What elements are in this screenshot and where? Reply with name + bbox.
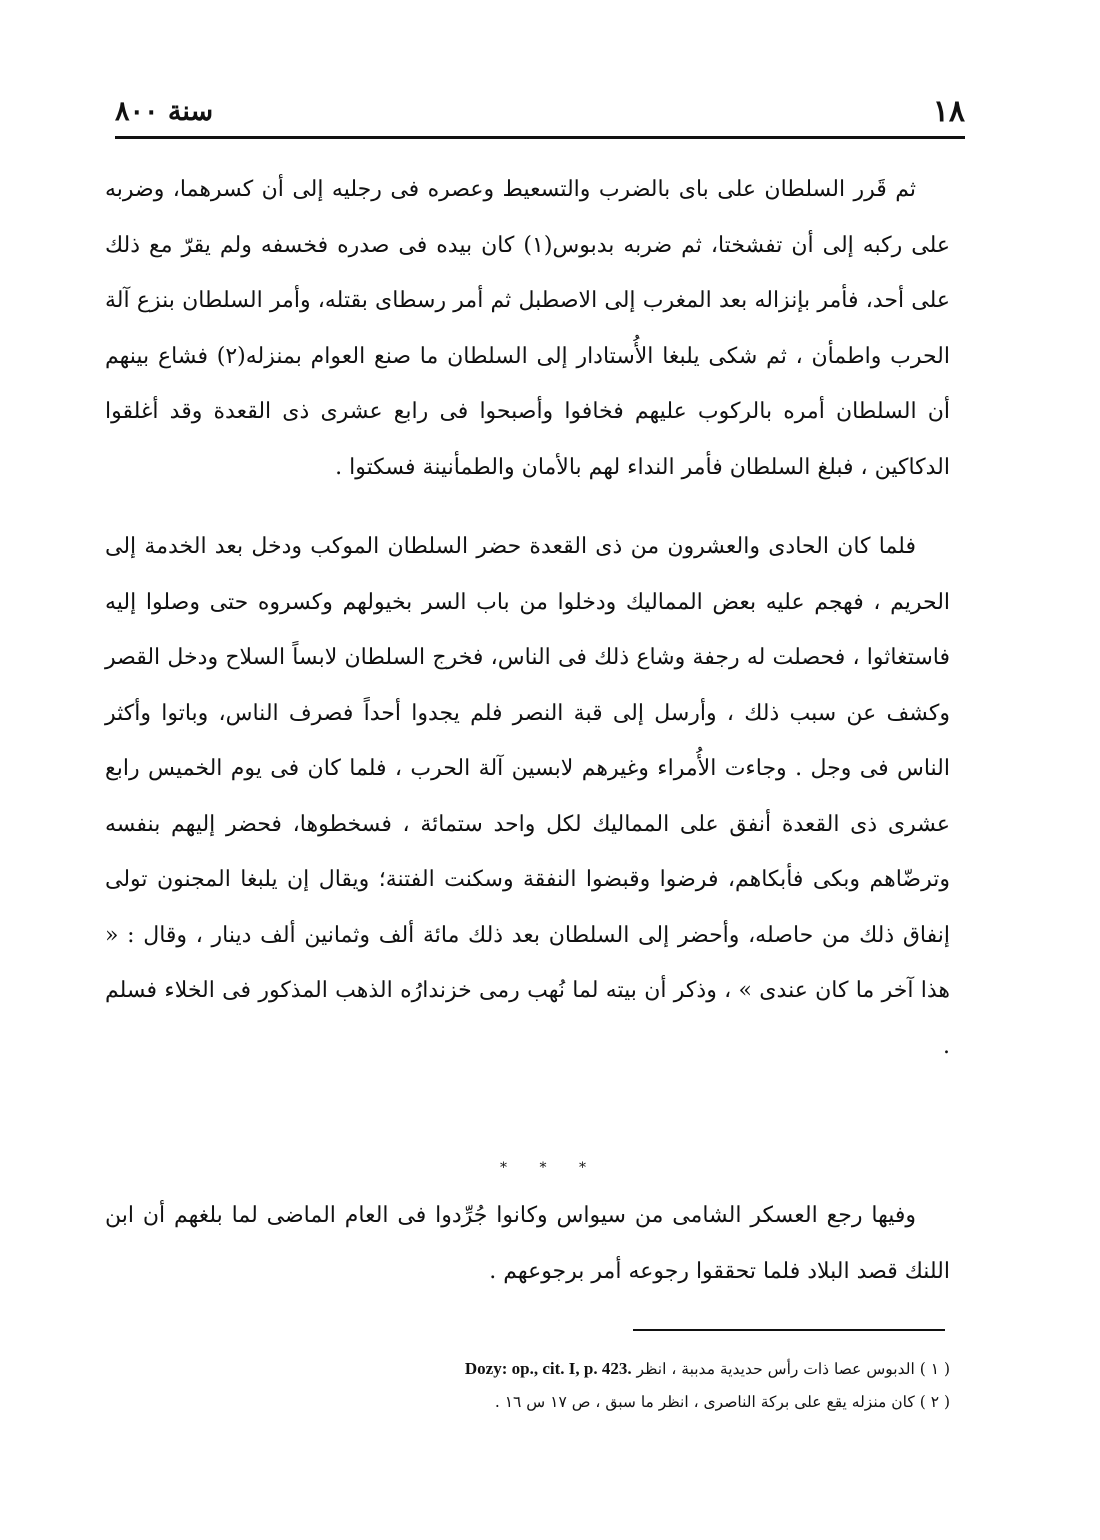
paragraph-1-line-6: وقد أغلقوا الدكاكين ، فبلغ السلطان فأمر النداء لهم بالأمان والطمأنينة فسكتوا . — [105, 399, 950, 480]
section-separator: * * * — [500, 1160, 600, 1176]
page-number: ١٨ — [932, 94, 965, 129]
footnote-1-text: الدبوس عصا ذات رأس حديدية مدببة ، انظر — [636, 1360, 915, 1378]
paragraph-2 — [105, 519, 950, 1074]
footnote-1-latin-citation: Dozy: op., cit. I, p. 423. — [464, 1359, 632, 1378]
paragraph-1-line-1: ثم قَرر السلطان على باى بالضرب والتسعيط وعصره فى رجليه إلى أن كسرهما، وضربه — [105, 177, 916, 202]
paragraph-2-line-8: إن يلبغا المجنون تولى إنفاق ذلك من حاصله، وأحضر إلى السلطان بعد ذلك مائة ألف وثمانين — [105, 867, 950, 948]
paragraph-2-line-3: وصلوا إليه فاستغاثوا ، فحصلت له رجفة وشاع ذلك فى الناس، فخرج السلطان لابساً السلاح — [105, 589, 950, 670]
paragraph-3 — [105, 1188, 950, 1299]
footnote-2 — [330, 1386, 950, 1419]
paragraph-2-line-4: ودخل القصر وكشف عن سبب ذلك ، وأرسل إلى قبة النصر فلم يجدوا أحداً فصرف الناس، — [105, 645, 951, 726]
header-rule — [115, 136, 965, 139]
paragraph-2-line-7: فحضر إليهم بنفسه وترضّاهم وبكى فأبكاهم، فرضوا وقبضوا النفقة وسكنت الفتنة؛ ويقال — [105, 811, 950, 892]
paragraph-2-line-2: إلى الحريم ، فهجم عليه بعض المماليك ودخلوا من باب السر بخيولهم وكسروه حتى — [105, 534, 951, 615]
paragraph-1-line-2: على ركبه إلى أن تفشختا، ثم ضربه بدبوس(١) كان بيده فى صدره فخسفه ولم يقرّ مع ذلك — [105, 232, 950, 258]
paragraph-2-line-1: فلما كان الحادى والعشرون من ذى القعدة حضر السلطان الموكب ودخل بعد الخدمة — [144, 534, 916, 559]
footnote-rule — [633, 1329, 945, 1331]
paragraph-1-line-3: على أحد، فأمر بإنزاله بعد المغرب إلى الاصطبل ثم أمر رسطاى بقتله، وأمر السلطان بنزع — [136, 288, 951, 313]
paragraph-1-line-5: بينهم أن السلطان أمره بالركوب عليهم فخافوا وأصبحوا فى رابع عشرى ذى القعدة — [105, 343, 950, 424]
paragraph-2-line-9: ألف دينار ، وقال : « هذا آخر ما كان عندى » ، وذكر أن بيته لما نُهب رمى خزندارُه — [105, 922, 951, 1003]
paragraph-2-line-5: وباتوا وأكثر الناس فى وجل . وجاءت الأُمراء وغيرهم لابسين آلة الحرب ، فلما كان — [105, 700, 950, 781]
footnote-1 — [330, 1352, 950, 1386]
footnote-2-text: كان منزله يقع على بركة الناصرى ، انظر ما سبق ، ص ١٧ س ١٦ . — [494, 1393, 915, 1411]
paragraph-1-line-4: آلة الحرب واطمأن ، ثم شكى يلبغا الأُستادار إلى السلطان ما صنع العوام بمنزله(٢) فشاع — [105, 288, 950, 369]
paragraph-3-line-2: اللنك قصد البلاد فلما تحققوا رجوعه أمر برجوعهم . — [489, 1258, 950, 1284]
main-text — [105, 162, 950, 1074]
main-text-continued — [105, 1188, 950, 1299]
paragraph-3-line-1: وفيها رجع العسكر الشامى من سيواس وكانوا جُرِّدوا فى العام الماضى لما بلغهم أن ابن — [105, 1203, 916, 1228]
year-title: سنة ٨٠٠ — [115, 96, 214, 127]
running-header — [115, 92, 965, 136]
paragraph-2-line-6: فى يوم الخميس رابع عشرى ذى القعدة أنفق على المماليك لكل واحد ستمائة ، فسخطوها، — [105, 756, 951, 837]
footnote-1-marker: ( ١ ) — [919, 1360, 950, 1378]
paragraph-1 — [105, 162, 950, 495]
footnote-2-marker: ( ٢ ) — [919, 1393, 950, 1411]
footnotes — [330, 1352, 950, 1419]
paragraph-2-line-10: الذهب المذكور فى الخلاء فسلم . — [105, 978, 950, 1059]
